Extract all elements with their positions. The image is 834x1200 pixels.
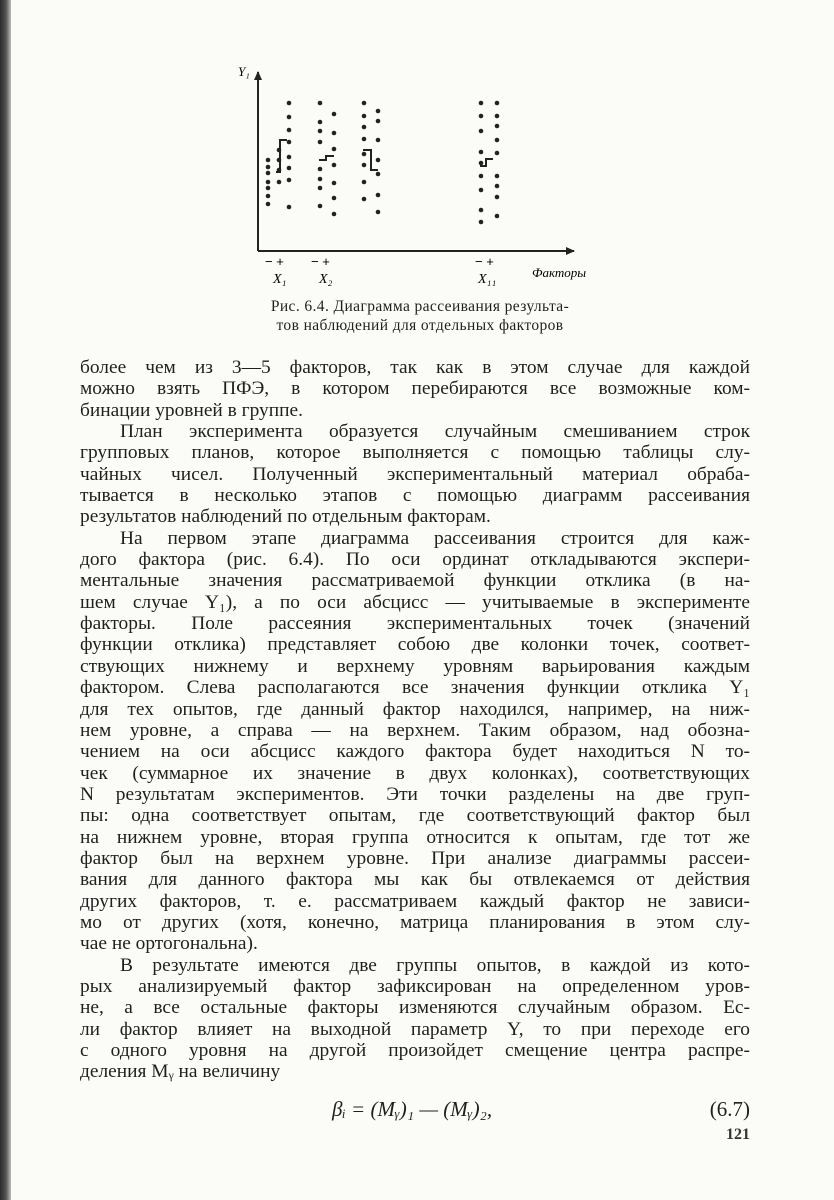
caption-line-1: Рис. 6.4. Диаграмма рассеивания результа- xyxy=(270,298,570,315)
data-point xyxy=(479,208,484,213)
group-mean-bracket-x1 xyxy=(276,140,287,172)
data-point xyxy=(266,194,271,199)
level-marks-x1: − + xyxy=(265,254,284,269)
text-line: деления Mᵧ на величину xyxy=(80,1061,281,1083)
data-point xyxy=(362,101,367,106)
data-point xyxy=(479,129,484,134)
data-point xyxy=(332,131,337,136)
group-mean-bracket-x2 xyxy=(319,156,334,160)
data-point xyxy=(266,171,271,176)
data-point xyxy=(376,109,381,114)
data-point xyxy=(266,165,271,170)
text-line: с одного уровня на другой произойдет смещение центра распре- xyxy=(80,1040,750,1061)
data-point xyxy=(376,138,381,143)
paragraph xyxy=(80,955,750,1083)
paragraph xyxy=(80,357,750,421)
text-line: не, а все остальные факторы изменяются случайным образом. Ес- xyxy=(80,997,750,1019)
data-point xyxy=(362,163,367,168)
text-line: для тех опытов, где данный фактор находился, например, на ниж- xyxy=(80,698,750,720)
figure-caption xyxy=(200,297,640,335)
data-point xyxy=(287,101,292,106)
data-point xyxy=(362,125,367,130)
data-point xyxy=(479,114,484,119)
data-point xyxy=(287,155,292,160)
text-line: шем случае Y₁), а по оси абсцисс — учитываемые в эксперименте xyxy=(80,591,750,613)
scatter-diagram xyxy=(0,0,834,300)
data-point xyxy=(495,195,500,200)
data-point xyxy=(266,180,271,185)
text-line: более чем из 3—5 факторов, так как в этом случае для каждой xyxy=(80,357,750,378)
data-point xyxy=(495,124,500,129)
factor-label-x2: X₂ xyxy=(319,272,333,287)
text-line: N результатам экспериментов. Эти точки разделены на две груп- xyxy=(80,783,750,805)
data-point xyxy=(287,166,292,171)
data-point xyxy=(479,220,484,225)
data-point xyxy=(266,158,271,163)
data-point xyxy=(277,180,282,185)
text-line: ментальные значения рассматриваемой функции отклика (в на- xyxy=(80,570,750,592)
paragraph xyxy=(80,528,750,955)
caption-line-2: тов наблюдений для отдельных факторов xyxy=(276,317,564,334)
text-line: нем уровне, а справа — на верхнем. Таким образом, над обозна- xyxy=(80,719,750,741)
data-point xyxy=(362,114,367,119)
text-line: чайных чисел. Полученный экспериментальный материал обраба- xyxy=(80,463,750,485)
data-point xyxy=(332,147,337,152)
text-line: групповых планов, которое выполняется с помощью таблицы слу- xyxy=(80,442,750,464)
text-line: фактор был на верхнем уровне. При анализе диаграммы рассеи- xyxy=(80,847,750,869)
factor-label-x11: X₁₁ xyxy=(478,272,497,287)
data-point xyxy=(332,181,337,186)
data-point xyxy=(362,197,367,202)
data-point xyxy=(277,168,282,173)
data-point xyxy=(495,114,500,119)
data-point xyxy=(332,163,337,168)
text-line: ствующих нижнему и верхнему уровням варьирования каждым xyxy=(80,655,750,677)
data-point xyxy=(479,101,484,106)
data-point xyxy=(318,120,323,125)
data-point xyxy=(495,184,500,189)
text-line: на нижнем уровне, вторая группа относится к опытам, где тот же xyxy=(80,826,750,848)
text-line: На первом этапе диаграмма рассеивания строится для каж- xyxy=(120,527,750,549)
text-line: ли фактор влияет на выходной параметр Y, то при переходе его xyxy=(80,1018,750,1040)
data-point xyxy=(318,186,323,191)
text-line: План эксперимента образуется случайным смешиванием строк xyxy=(120,421,750,443)
data-point xyxy=(376,158,381,163)
data-point xyxy=(495,214,500,219)
text-line: чением на оси абсцисс каждого фактора будет находиться N то- xyxy=(80,741,750,763)
data-point xyxy=(495,138,500,143)
data-point xyxy=(495,101,500,106)
factor-label-x1: X₁ xyxy=(273,272,287,287)
data-point xyxy=(376,119,381,124)
text-line: пы: одна соответствует опытам, где соответствующий фактор был xyxy=(80,805,750,827)
data-point xyxy=(266,186,271,191)
text-line: бинации уровней в группе. xyxy=(80,399,303,421)
data-point xyxy=(287,115,292,120)
text-line: тывается в несколько этапов с помощью диаграмм рассеивания xyxy=(80,485,750,507)
data-point xyxy=(318,204,323,209)
text-line: дого фактора (рис. 6.4). По оси ординат откладываются экспери- xyxy=(80,549,750,571)
page-number: 121 xyxy=(726,1126,750,1143)
x-axis-label: Факторы xyxy=(532,265,587,280)
text-line: чае не ортогональна). xyxy=(80,933,258,955)
data-point xyxy=(318,167,323,172)
text-line: рых анализируемый фактор зафиксирован на определенном уров- xyxy=(80,975,750,997)
text-line: функции отклика) представляет собою две колонки точек, соответ- xyxy=(80,634,750,656)
formula-6-7 xyxy=(80,1097,750,1123)
text-line: В результате имеются две группы опытов, в каждой из кото- xyxy=(120,954,750,976)
data-point xyxy=(318,129,323,134)
data-point xyxy=(479,188,484,193)
y-axis-label: Y₁ xyxy=(238,64,250,79)
data-point xyxy=(495,151,500,156)
figure-6-4 xyxy=(0,0,834,300)
formula-number: (6.7) xyxy=(709,1097,750,1121)
paragraph xyxy=(80,421,750,528)
text-line: факторы. Поле рассеяния экспериментальных точек (значений xyxy=(80,613,750,635)
text-line: чек (суммарное их значение в двух колонках), соответствующих xyxy=(80,762,750,784)
data-point xyxy=(287,178,292,183)
data-point xyxy=(362,152,367,157)
data-point xyxy=(332,196,337,201)
data-point xyxy=(479,161,484,166)
data-point xyxy=(362,137,367,142)
data-point xyxy=(287,128,292,133)
data-point xyxy=(266,202,271,207)
text-line: можно взять ПФЭ, в котором перебираются все возможные ком- xyxy=(80,378,750,400)
text-line: вания для данного фактора мы как бы отвлекаемся от действия xyxy=(80,869,750,891)
data-point xyxy=(376,210,381,215)
text-line: фактором. Слева располагаются все значения функции отклика Y₁ xyxy=(80,677,750,699)
data-points xyxy=(266,101,500,225)
text-line: мо от других (хотя, конечно, матрица планирования в этом слу- xyxy=(80,911,750,933)
data-point xyxy=(277,148,282,153)
body-text xyxy=(80,357,750,1083)
data-point xyxy=(332,212,337,217)
data-point xyxy=(362,180,367,185)
data-point xyxy=(495,174,500,179)
data-point xyxy=(287,205,292,210)
data-point xyxy=(318,101,323,106)
data-point xyxy=(479,150,484,155)
level-marks-x2: − + xyxy=(311,254,330,269)
data-point xyxy=(376,172,381,177)
data-point xyxy=(287,140,292,145)
data-point xyxy=(479,174,484,179)
data-point xyxy=(332,112,337,117)
formula-expression: βᵢ = (Mᵧ)₁ — (Mᵧ)₂, xyxy=(332,1097,493,1121)
text-line: результатов наблюдений по отдельным факторам. xyxy=(80,506,491,528)
data-point xyxy=(376,193,381,198)
data-point xyxy=(318,140,323,145)
data-point xyxy=(277,158,282,163)
level-marks-x11: − + xyxy=(475,254,494,269)
data-point xyxy=(318,177,323,182)
text-line: других факторов, т. е. рассматриваем каждый фактор не зависи- xyxy=(80,890,750,912)
